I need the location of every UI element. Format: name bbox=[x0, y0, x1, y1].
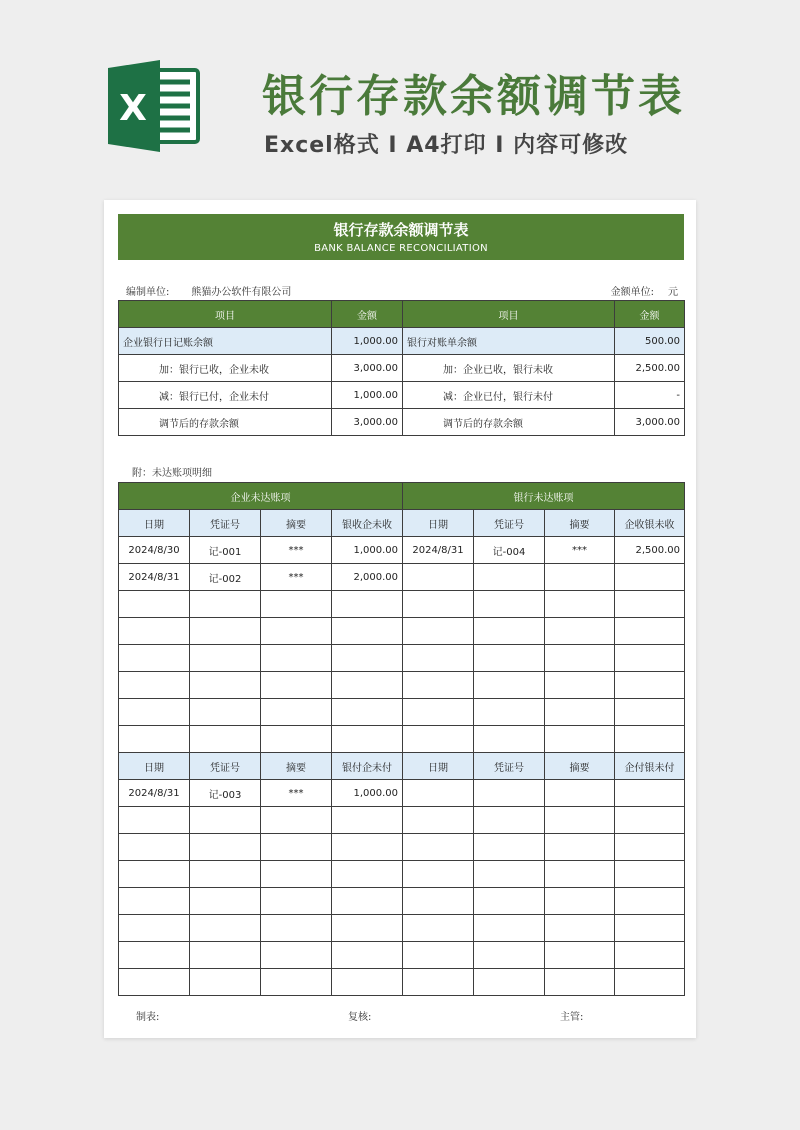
table-cell bbox=[261, 591, 332, 618]
table-row bbox=[119, 672, 685, 699]
table-cell bbox=[261, 672, 332, 699]
summary-amount: 3,000.00 bbox=[332, 409, 403, 436]
table-cell bbox=[545, 699, 615, 726]
table-row bbox=[119, 564, 685, 591]
table-cell bbox=[545, 591, 615, 618]
table-cell bbox=[261, 861, 332, 888]
unit-value: 熊猫办公软件有限公司 bbox=[191, 287, 292, 298]
table-cell: *** bbox=[545, 537, 615, 564]
table-cell bbox=[474, 618, 545, 645]
summary-cell: 银行对账单余额 bbox=[403, 328, 615, 355]
table-cell bbox=[403, 672, 474, 699]
table-cell bbox=[545, 834, 615, 861]
summary-header-cell: 项目 bbox=[119, 301, 332, 328]
table-cell bbox=[261, 699, 332, 726]
table-cell bbox=[545, 807, 615, 834]
summary-header-cell: 金额 bbox=[332, 301, 403, 328]
table-cell: *** bbox=[261, 780, 332, 807]
table-cell: 2,000.00 bbox=[332, 564, 403, 591]
table-cell bbox=[615, 915, 685, 942]
table-cell bbox=[474, 969, 545, 996]
table-cell bbox=[545, 645, 615, 672]
table-row bbox=[119, 726, 685, 753]
summary-header-row bbox=[119, 301, 685, 328]
table-cell bbox=[403, 807, 474, 834]
table-cell bbox=[332, 591, 403, 618]
table-cell bbox=[261, 726, 332, 753]
detail-column-header: 凭证号 bbox=[190, 510, 261, 537]
sheet-subtitle: BANK BALANCE RECONCILIATION bbox=[314, 243, 488, 254]
table-cell: 1,000.00 bbox=[332, 780, 403, 807]
table-cell bbox=[190, 807, 261, 834]
table-cell: *** bbox=[261, 537, 332, 564]
detail-column-header: 日期 bbox=[119, 753, 190, 780]
table-cell bbox=[474, 645, 545, 672]
table-cell bbox=[332, 969, 403, 996]
table-cell bbox=[403, 888, 474, 915]
table-cell bbox=[332, 645, 403, 672]
detail-column-header-row bbox=[119, 510, 685, 537]
table-cell bbox=[190, 834, 261, 861]
table-cell bbox=[261, 888, 332, 915]
summary-amount: 3,000.00 bbox=[332, 355, 403, 382]
sheet-header bbox=[118, 214, 684, 260]
summary-table bbox=[118, 300, 685, 436]
summary-cell: 企业银行日记账余额 bbox=[119, 328, 332, 355]
table-cell bbox=[261, 915, 332, 942]
pending-block-2 bbox=[119, 753, 685, 996]
summary-cell: 减：银行已付，企业未付 bbox=[119, 382, 332, 409]
supervisor: 主管: bbox=[560, 1012, 584, 1023]
table-cell bbox=[332, 834, 403, 861]
table-cell bbox=[474, 807, 545, 834]
table-cell bbox=[332, 726, 403, 753]
table-row bbox=[119, 780, 685, 807]
prepared-by: 制表: bbox=[136, 1012, 160, 1023]
summary-amount: 1,000.00 bbox=[332, 382, 403, 409]
table-cell bbox=[190, 969, 261, 996]
detail-column-header-row bbox=[119, 753, 685, 780]
table-cell bbox=[190, 645, 261, 672]
table-cell bbox=[119, 942, 190, 969]
table-cell: 2,500.00 bbox=[615, 537, 685, 564]
table-cell bbox=[615, 888, 685, 915]
table-cell bbox=[261, 969, 332, 996]
banner-subtitle: Excel格式 I A4打印 I 内容可修改 bbox=[264, 133, 629, 158]
summary-cell: 减：企业已付，银行未付 bbox=[403, 382, 615, 409]
table-cell bbox=[545, 915, 615, 942]
table-row bbox=[119, 834, 685, 861]
detail-column-header: 日期 bbox=[119, 510, 190, 537]
table-cell bbox=[119, 618, 190, 645]
detail-table bbox=[118, 482, 685, 996]
table-cell bbox=[474, 591, 545, 618]
table-cell bbox=[615, 618, 685, 645]
unit-info bbox=[126, 283, 291, 298]
currency-info bbox=[611, 283, 678, 298]
table-cell bbox=[474, 915, 545, 942]
summary-row bbox=[119, 355, 685, 382]
table-cell bbox=[332, 888, 403, 915]
table-cell bbox=[332, 699, 403, 726]
table-cell bbox=[119, 726, 190, 753]
table-cell bbox=[403, 861, 474, 888]
table-cell bbox=[545, 672, 615, 699]
table-cell bbox=[615, 645, 685, 672]
excel-logo-icon bbox=[104, 58, 204, 154]
table-cell bbox=[403, 942, 474, 969]
table-cell bbox=[403, 780, 474, 807]
table-cell bbox=[545, 969, 615, 996]
table-cell bbox=[615, 942, 685, 969]
banner-title: 银行存款余额调节表 bbox=[262, 71, 685, 122]
table-cell bbox=[332, 942, 403, 969]
table-cell bbox=[190, 591, 261, 618]
table-cell bbox=[615, 591, 685, 618]
summary-cell: 调节后的存款余额 bbox=[403, 409, 615, 436]
table-cell bbox=[545, 780, 615, 807]
summary-row bbox=[119, 382, 685, 409]
table-cell: 记-003 bbox=[190, 780, 261, 807]
detail-section-row bbox=[119, 483, 685, 510]
table-cell bbox=[615, 834, 685, 861]
table-cell bbox=[190, 726, 261, 753]
table-cell bbox=[474, 942, 545, 969]
reviewed-by: 复核: bbox=[348, 1012, 372, 1023]
detail-column-header: 摘要 bbox=[261, 510, 332, 537]
table-cell bbox=[190, 861, 261, 888]
table-cell bbox=[474, 780, 545, 807]
table-cell bbox=[403, 915, 474, 942]
table-cell bbox=[615, 699, 685, 726]
table-cell bbox=[474, 699, 545, 726]
summary-amount: 2,500.00 bbox=[615, 355, 685, 382]
table-cell bbox=[190, 915, 261, 942]
table-cell bbox=[615, 807, 685, 834]
pending-block-1 bbox=[119, 510, 685, 753]
table-row bbox=[119, 969, 685, 996]
table-cell bbox=[615, 726, 685, 753]
table-cell: 记-004 bbox=[474, 537, 545, 564]
table-cell bbox=[119, 969, 190, 996]
document-page bbox=[104, 200, 696, 1038]
table-row bbox=[119, 618, 685, 645]
table-cell bbox=[545, 618, 615, 645]
table-row bbox=[119, 861, 685, 888]
table-row bbox=[119, 537, 685, 564]
table-cell: 2024/8/30 bbox=[119, 537, 190, 564]
table-cell bbox=[332, 807, 403, 834]
table-cell bbox=[332, 618, 403, 645]
table-cell bbox=[545, 564, 615, 591]
table-cell bbox=[403, 726, 474, 753]
logo-letter: X bbox=[119, 88, 147, 129]
table-cell: 2024/8/31 bbox=[119, 780, 190, 807]
table-cell bbox=[119, 834, 190, 861]
detail-column-header: 摘要 bbox=[545, 753, 615, 780]
table-cell bbox=[474, 861, 545, 888]
currency-value: 元 bbox=[668, 287, 678, 298]
table-row bbox=[119, 645, 685, 672]
detail-column-header: 凭证号 bbox=[190, 753, 261, 780]
table-cell bbox=[119, 861, 190, 888]
table-cell: 2024/8/31 bbox=[119, 564, 190, 591]
table-row bbox=[119, 699, 685, 726]
summary-cell: 加：企业已收，银行未收 bbox=[403, 355, 615, 382]
table-cell: 1,000.00 bbox=[332, 537, 403, 564]
table-cell bbox=[403, 969, 474, 996]
banner bbox=[0, 0, 800, 190]
table-cell bbox=[119, 699, 190, 726]
currency-label: 金额单位: bbox=[610, 287, 654, 298]
table-cell bbox=[403, 564, 474, 591]
table-cell: *** bbox=[261, 564, 332, 591]
sheet-title: 银行存款余额调节表 bbox=[333, 221, 469, 239]
table-cell bbox=[615, 861, 685, 888]
detail-column-header: 银付企未付 bbox=[332, 753, 403, 780]
summary-amount: - bbox=[615, 382, 685, 409]
detail-column-header: 银收企未收 bbox=[332, 510, 403, 537]
table-cell bbox=[119, 888, 190, 915]
table-cell bbox=[261, 942, 332, 969]
table-cell bbox=[190, 888, 261, 915]
table-cell bbox=[190, 618, 261, 645]
summary-amount: 500.00 bbox=[615, 328, 685, 355]
table-cell: 2024/8/31 bbox=[403, 537, 474, 564]
detail-column-header: 日期 bbox=[403, 753, 474, 780]
summary-amount: 3,000.00 bbox=[615, 409, 685, 436]
detail-note: 附：未达账项明细 bbox=[132, 468, 212, 479]
table-row bbox=[119, 807, 685, 834]
table-cell bbox=[332, 672, 403, 699]
detail-column-header: 摘要 bbox=[545, 510, 615, 537]
table-cell bbox=[403, 645, 474, 672]
table-cell bbox=[403, 618, 474, 645]
summary-row bbox=[119, 328, 685, 355]
table-cell bbox=[119, 672, 190, 699]
table-cell: 记-001 bbox=[190, 537, 261, 564]
detail-column-header: 凭证号 bbox=[474, 510, 545, 537]
table-cell bbox=[545, 726, 615, 753]
table-cell bbox=[615, 672, 685, 699]
unit-label: 编制单位: bbox=[126, 287, 170, 298]
table-cell bbox=[261, 807, 332, 834]
table-cell bbox=[474, 888, 545, 915]
table-row bbox=[119, 591, 685, 618]
table-cell bbox=[403, 699, 474, 726]
summary-header-cell: 金额 bbox=[615, 301, 685, 328]
table-cell bbox=[119, 645, 190, 672]
table-cell bbox=[190, 699, 261, 726]
table-cell bbox=[474, 564, 545, 591]
table-cell bbox=[545, 861, 615, 888]
summary-cell: 加：银行已收，企业未收 bbox=[119, 355, 332, 382]
table-cell bbox=[190, 942, 261, 969]
detail-column-header: 企收银未收 bbox=[615, 510, 685, 537]
table-cell bbox=[545, 942, 615, 969]
detail-column-header: 企付银未付 bbox=[615, 753, 685, 780]
table-cell bbox=[261, 645, 332, 672]
table-cell bbox=[474, 834, 545, 861]
summary-cell: 调节后的存款余额 bbox=[119, 409, 332, 436]
detail-column-header: 日期 bbox=[403, 510, 474, 537]
detail-column-header: 摘要 bbox=[261, 753, 332, 780]
table-cell bbox=[332, 861, 403, 888]
summary-amount: 1,000.00 bbox=[332, 328, 403, 355]
table-cell bbox=[261, 618, 332, 645]
table-cell bbox=[119, 807, 190, 834]
table-cell bbox=[545, 888, 615, 915]
table-cell bbox=[261, 834, 332, 861]
table-cell bbox=[474, 672, 545, 699]
table-cell bbox=[615, 564, 685, 591]
table-cell bbox=[403, 591, 474, 618]
summary-header-cell: 项目 bbox=[403, 301, 615, 328]
table-cell bbox=[615, 969, 685, 996]
detail-column-header: 凭证号 bbox=[474, 753, 545, 780]
table-cell bbox=[190, 672, 261, 699]
table-cell bbox=[119, 591, 190, 618]
table-cell bbox=[615, 780, 685, 807]
table-cell bbox=[403, 834, 474, 861]
table-row bbox=[119, 942, 685, 969]
table-row bbox=[119, 888, 685, 915]
table-cell: 记-002 bbox=[190, 564, 261, 591]
summary-row bbox=[119, 409, 685, 436]
table-cell bbox=[474, 726, 545, 753]
table-cell bbox=[119, 915, 190, 942]
table-cell bbox=[332, 915, 403, 942]
enterprise-pending-header: 企业未达账项 bbox=[119, 483, 403, 510]
bank-pending-header: 银行未达账项 bbox=[403, 483, 685, 510]
table-row bbox=[119, 915, 685, 942]
